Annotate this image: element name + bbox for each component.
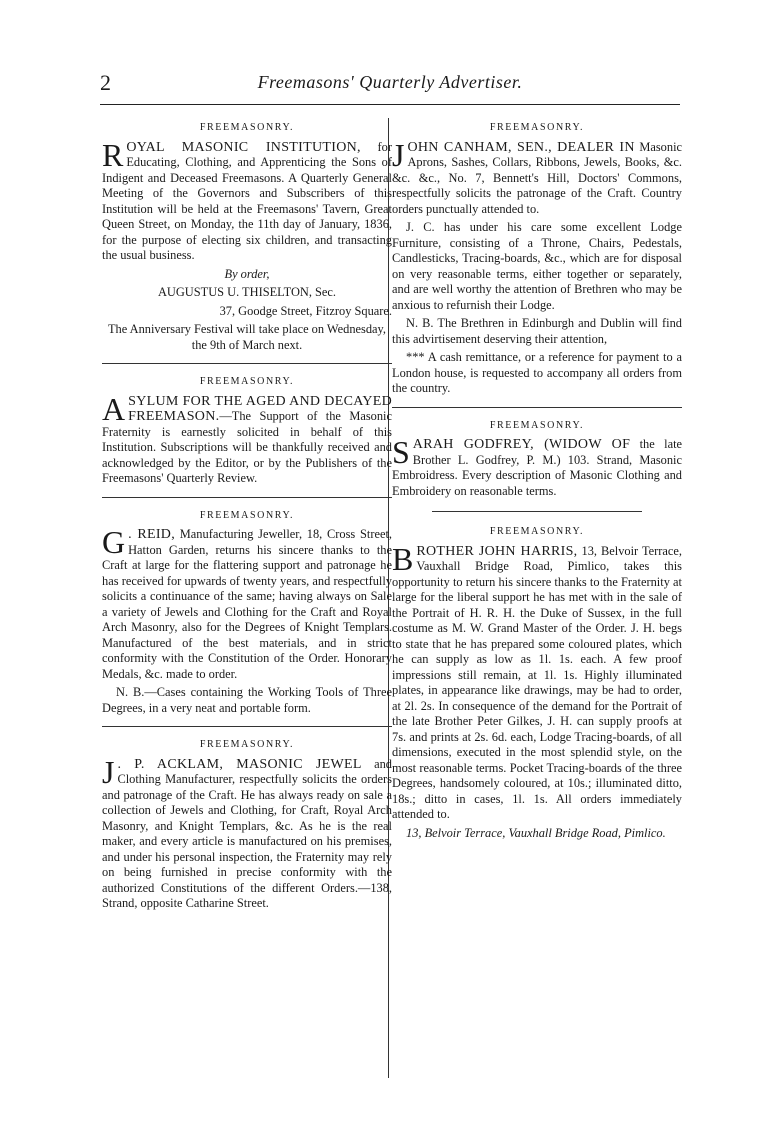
separator-rule xyxy=(102,497,392,498)
drop-cap: S xyxy=(392,434,410,470)
ad-lead: OHN CANHAM, SEN., DEALER IN xyxy=(407,139,635,155)
ad-heading: FREEMASONRY. xyxy=(199,122,295,133)
ad-g-reid xyxy=(102,508,392,717)
drop-cap: A xyxy=(102,390,126,427)
ad-body: —The Support of the Masonic Fraternity is earnestly solicited in behalf of this Institution. Subscriptions will be thankfully received and acknowledged by the Editor, or by the Publishers of the Freemasons' Quarterly Review. xyxy=(102,409,392,485)
ad-asylum xyxy=(102,374,392,487)
ad-john-harris xyxy=(392,524,682,841)
left-column xyxy=(102,120,392,1080)
running-title: Freemasons' Quarterly Advertiser. xyxy=(257,72,523,92)
page-header xyxy=(100,70,680,100)
separator-rule xyxy=(392,407,682,408)
ad-heading: FREEMASONRY. xyxy=(199,376,295,387)
ad-body: the late Brother L. Godfrey, P. M.) 103. Strand, Masonic Embroidress. Every description of Masonic Clothing and Embroidery on reasonable terms. xyxy=(392,437,682,498)
separator-rule xyxy=(432,511,642,512)
ad-paragraph: N. B. The Brethren in Edinburgh and Dublin will find this advirtisement deserving their attention, xyxy=(392,316,682,346)
ad-royal-masonic-institution xyxy=(102,120,392,353)
drop-cap: R xyxy=(102,136,124,173)
ad-paragraph: *** A cash remittance, or a reference for payment to a London house, is requested to accompany all orders from the country. xyxy=(392,350,682,395)
right-column xyxy=(392,120,682,1080)
secretary-address: 37, Goodge Street, Fitzroy Square. xyxy=(219,303,392,318)
ad-lead: ARAH GODFREY, (WIDOW OF xyxy=(412,437,631,452)
drop-cap: J xyxy=(392,136,405,173)
ad-heading: FREEMASONRY. xyxy=(489,122,585,133)
ad-lead: ROTHER JOHN HARRIS, xyxy=(416,543,578,559)
ad-heading: FREEMASONRY. xyxy=(489,419,585,431)
drop-cap: J xyxy=(102,753,115,790)
ad-heading: FREEMASONRY. xyxy=(199,509,295,521)
separator-rule xyxy=(102,363,392,364)
ad-acklam xyxy=(102,737,392,912)
ad-body: for Educating, Clothing, and Apprenticing the Sons of Indigent and Deceased Freemasons. A Quarterly General Meeting of the Governors and Subscribers of this Institution will be held at the Freemasons' Tavern, Great Queen Street, on Monday, the 11th day of January, 1836, for the purpose of electing six children, and transacting the usual business. xyxy=(102,139,392,262)
ad-lead: OYAL MASONIC INSTITUTION, xyxy=(126,139,361,155)
ad-note: N. B.—Cases containing the Working Tools of Three Degrees, in a very neat and portable form. xyxy=(102,685,392,715)
ad-address: 13, Belvoir Terrace, Vauxhall Bridge Road, Pimlico. xyxy=(406,825,666,840)
ad-paragraph: J. C. has under his care some excellent Lodge Furniture, consisting of a Throne, Chairs, Pedestals, Candlesticks, Tracing-boards, &c., which are for disposal on very reasonable terms, either together or separately, and are well worthy the attention of Brethren who may be anxious to refurnish their Lodge. xyxy=(392,220,682,312)
separator-rule xyxy=(102,726,392,727)
ad-john-canham xyxy=(392,120,682,397)
ad-lead: SYLUM FOR THE AGED AND DECAYED FREEMASON. xyxy=(128,393,392,424)
header-rule xyxy=(100,104,680,105)
ad-heading: FREEMASONRY. xyxy=(489,526,585,537)
by-order: By order, xyxy=(224,266,270,281)
ad-body: 13, Belvoir Terrace, Vauxhall Bridge Road, Pimlico, takes this opportunity to return his sincere thanks to the Fraternity at large for the liberal support he has met with in the sale of the Portrait of H. R. H. the Duke of Sussex, in the full costume as M. W. Grand Master of the Order. J. H. begs to state that he has prepared some coloured plates, which he can supply as low as 1l. 1s. each. A few proof impressions still remain, at 1l. 1s. Highly illuminated plates, in appearance like drawings, may be had to order, at 2l. 2s. In consequence of the demand for the Portrait of the late Brother Peter Gilkes, J. H. can supply proofs at 7s. and prints at 2s. 6d. each, Lodge Tracing-boards, of all dimensions, executed in the most splendid style, on the most reasonable terms. Pocket Tracing-boards of the three Degrees, handsomely coloured, at 10s.; illuminated ditto, 18s.; ditto in cases, 1l. 1s. All orders immediately attended to. xyxy=(392,543,682,821)
drop-cap: B xyxy=(392,540,414,577)
ad-heading: FREEMASONRY. xyxy=(199,739,295,750)
page-number: 2 xyxy=(100,70,111,95)
ad-sarah-godfrey xyxy=(392,418,682,500)
ad-lead: . REID, xyxy=(128,527,176,542)
festival-notice: The Anniversary Festival will take place on Wednesday, the 9th of March next. xyxy=(107,322,387,352)
ad-body: Masonic Aprons, Sashes, Collars, Ribbons, Jewels, Books, &c. &c. &c., No. 7, Bennett's Hill, Doctors' Commons, respectfully solicits the patronage of the Craft. Country orders punctually attended to. xyxy=(392,139,682,216)
ad-body: and Clothing Manufacturer, respectfully solicits the orders and patronage of the Craft. He has always ready on sale a collection of Jewels and Clothing, for Craft, Royal Arch Masonry, and Knight Templars, &c. As he is the real maker, and every article is manufactured on his premises, and under his personal inspection, the Fraternity may rely on being furnished in precise conformity with the authorized Constitutions of the different Orders.—138, Strand, opposite Catharine Street. xyxy=(102,756,392,910)
drop-cap: G xyxy=(102,524,126,560)
secretary-name: AUGUSTUS U. THISELTON, Sec. xyxy=(157,285,337,299)
ad-body: Manufacturing Jeweller, 18, Cross Street, Hatton Garden, returns his sincere thanks to the Craft at large for the flattering support and patronage he has received for upwards of twenty years, and respectfully solicits a continuance of the same; having always on Sale a variety of Jewels and Clothing for the Craft and Royal Arch Masonry, also for the Degrees of Knight Templars. Manufactured of the best materials, and in strict conformity with the Constitution of the Order. Honorary Medals, &c. made to order. xyxy=(102,527,392,681)
ad-lead: . P. ACKLAM, MASONIC JEWEL xyxy=(117,756,362,772)
